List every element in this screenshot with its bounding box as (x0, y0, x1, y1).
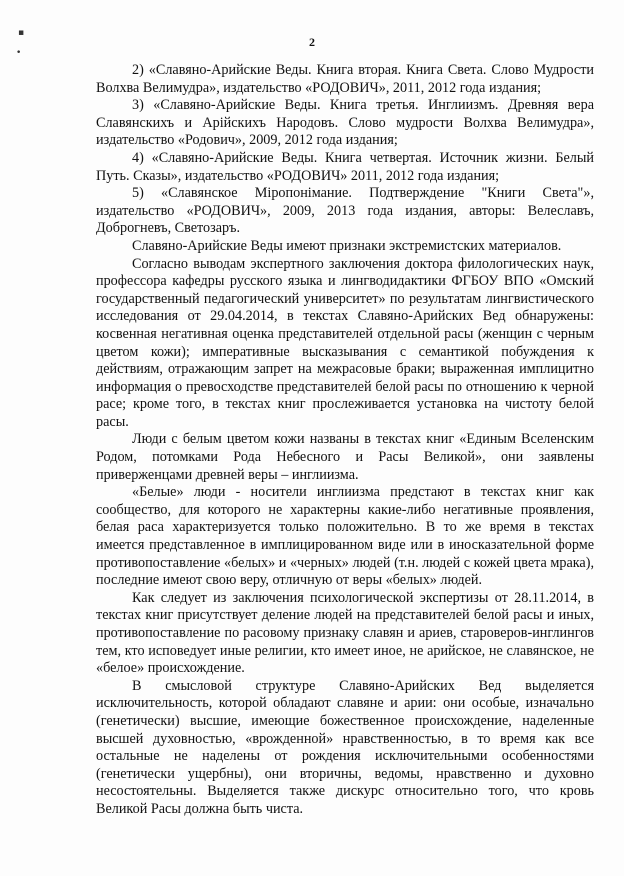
paragraph-white-community: «Белые» люди - носители инглиизма предстают в текстах книг как сообщество, для которого не характерны какие-либо негативные проявления, белая раса характеризуется только положительно. В то же время в текстах имеется представленное в имплицированном виде или в иносказательной форме противопоставление «белых» и «черных» людей (т.н. людей с кожей цвета мрака), последние имеют свою веру, отличную от веры «белых» людей. (96, 484, 594, 589)
paragraph-semantic-structure: В смысловой структуре Славяно-Арийских Вед выделяется исключительность, которой обладают славяне и арии: они особые, изначально (генетически) высшие, имеющие божественное происхождение, наделенные высшей духовностью, «врожденной» нравственностью, в то время как все остальные не наделены от рождения исключительными особенностями (генетически ущербны), они вторичны, ведомы, нравственно и духовно несостоятельны. Выделяется также дискурс относительно того, что кровь Великой Расы должна быть чиста. (96, 677, 594, 817)
margin-dot: • (16, 48, 22, 58)
list-item-book-5: 5) «Славянское Міропонімание. Подтверждение "Книги Света"», издательство «РОДОВИЧ», 2009, 2013 года издания, авторы: Велеславъ, Доброгневъ, Светозаръ. (96, 185, 594, 237)
list-item-book-2: 2) «Славяно-Арийские Веды. Книга вторая. Книга Света. Слово Мудрости Волхва Велимудра», издательство «РОДОВИЧ», 2011, 2012 года издания; (96, 62, 594, 96)
page-number: 2 (309, 35, 315, 49)
paragraph-linguistic-expertise: Согласно выводам экспертного заключения доктора филологических наук, профессора кафедры русского языка и лингводидактики ФГБОУ ВПО «Омский государственный педагогический университет» по результатам лингвистического исследования от 29.04.2014, в текстах Славяно-Арийских Вед обнаружены: косвенная негативная оценка представителей отдельной расы (женщин с черным цветом кожи); императивные высказывания с семантикой побуждения к действиям, отражающим запрет на межрасовые браки; выраженная имплицитно информация о превосходстве представителей белой расы по отношению к черной расе; кроме того, в текстах книг прослеживается установка на чистоту белой расы. (96, 255, 594, 430)
margin-dot: ▪ (18, 28, 25, 38)
list-item-book-4: 4) «Славяно-Арийские Веды. Книга четвертая. Источник жизни. Белый Путь. Сказы», издательство «РОДОВИЧ» 2011, 2012 года издания; (96, 149, 594, 184)
list-item-book-3: 3) «Славяно-Арийские Веды. Книга третья. Инглиизмъ. Древняя вера Славянскихъ и Арійскихъ Народовъ. Слово мудрости Волхва Велимудра», издательство «Родович», 2009, 2012 года издания; (96, 97, 594, 149)
document-body (96, 62, 594, 819)
paragraph-psychological-expertise: Как следует из заключения психологической экспертизы от 28.11.2014, в текстах книг присутствует деление людей на представителей белой расы и иных, противопоставление по расовому признаку славян и ариев, староверов-инглингов тем, кто исповедует иные религии, кто имеет иное, не арийское, не славянское, не «белое» происхождение. (96, 589, 594, 677)
paragraph-extremist-signs: Славяно-Арийские Веды имеют признаки экстремистских материалов. (132, 237, 562, 254)
paragraph-white-people: Люди с белым цветом кожи названы в текстах книг «Единым Вселенским Родом, потомками Рода Небесного и Расы Великой», они заявлены приверженцами древней веры – инглиизма. (96, 431, 594, 483)
